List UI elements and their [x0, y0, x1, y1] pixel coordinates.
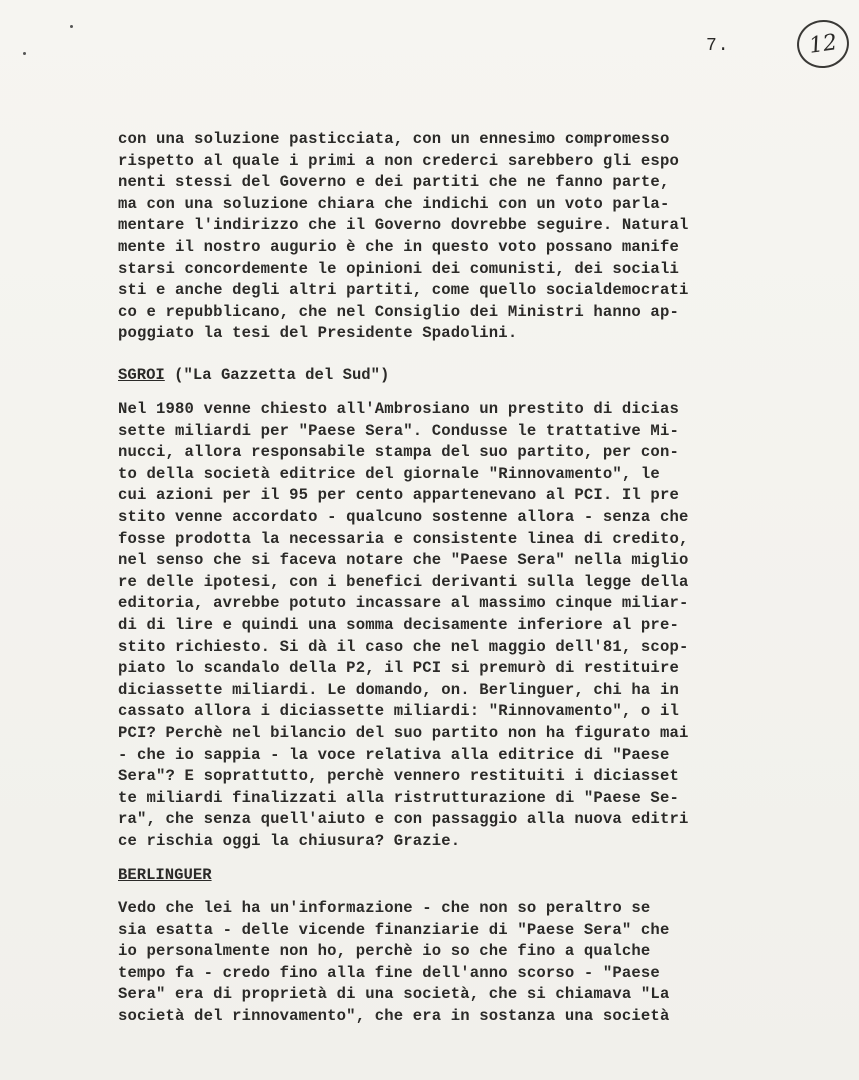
paragraph-sgroi-question: Nel 1980 venne chiesto all'Ambrosiano un prestito di dicias sette miliardi per "Paese Sera". Condusse le trattative Mi- nucci, allora responsabile stampa del suo partito, per con- to della società editrice del giornale "Rinnovamento", le cui azioni per il 95 per cento appartenevano al PCI. Il pre stito venne accordato - qualcuno sostenne allora - senza che fosse prodotta la necessaria e consistente linea di credito, nel senso che si faceva notare che "Paese Sera" nella miglio re delle ipotesi, con i benefici derivanti sulla legge della editoria, avrebbe potuto incassare al massimo cinque miliar- di di lire e quindi una somma decisamente inferiore al pre- stito richiesto. Si dà il caso che nel maggio dell'81, scop- piato lo scandalo della P2, il PCI si premurò di restituire diciassette miliardi. Le domando, on. Berlinguer, chi ha in cassato allora i diciassette miliardi: "Rinnovamento", o il PCI? Perchè nel bilancio del suo partito non ha figurato mai - che io sappia - la voce relativa alla editrice di "Paese Sera"? E soprattutto, perchè vennero restituiti i diciasset te miliardi finalizzati alla ristrutturazione di "Paese Se- ra", che senza quell'aiuto e con passaggio alla nuova editri ce rischia oggi la chiusura? Grazie.: [118, 400, 689, 850]
speaker-heading-berlinguer: [118, 866, 212, 884]
speaker-heading-sgroi: [118, 366, 389, 384]
page-number: 7.: [706, 36, 730, 56]
page-stamp: 12: [794, 17, 852, 72]
speaker-affiliation: ("La Gazzetta del Sud"): [164, 366, 390, 384]
scan-speck: [23, 52, 26, 55]
speaker-name: BERLINGUER: [118, 866, 212, 884]
paragraph-continuation: con una soluzione pasticciata, con un ennesimo compromesso rispetto al quale i primi a non crederci sarebbero gli espo nenti stessi del Governo e dei partiti che ne fanno parte, ma con una soluzione chiara che indichi con un voto parla- mentare l'indirizzo che il Governo dovrebbe seguire. Natural mente il nostro augurio è che in questo voto possano manife starsi concordemente le opinioni dei comunisti, dei sociali sti e anche degli altri partiti, come quello socialdemocrati co e repubblicano, che nel Consiglio dei Ministri hanno ap- poggiato la tesi del Presidente Spadolini.: [118, 130, 689, 343]
scan-speck: [70, 25, 73, 28]
paragraph-berlinguer-answer: Vedo che lei ha un'informazione - che non so peraltro se sia esatta - delle vicende finanziarie di "Paese Sera" che io personalmente non ho, perchè io so che fino a qualche tempo fa - credo fino alla fine dell'anno scorso - "Paese Sera" era di proprietà di una società, che si chiamava "La società del rinnovamento", che era in sostanza una società: [118, 899, 670, 1025]
speaker-name: SGROI: [118, 366, 165, 384]
